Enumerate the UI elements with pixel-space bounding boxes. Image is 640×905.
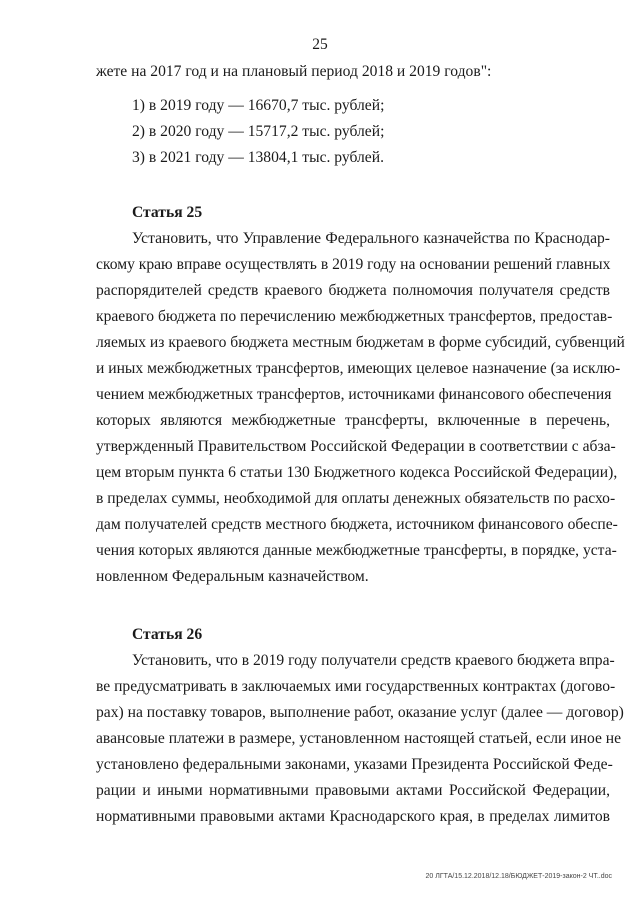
article-25-line: распорядителей средств краевого бюджета полномочия получателя средств (96, 282, 610, 299)
article-26-line: установлено федеральными законами, указами Президента Российской Феде- (96, 756, 613, 773)
article-25-line: ляемых из краевого бюджета местным бюджетам в форме субсидий, субвенций (96, 334, 625, 351)
article-26-line: рах) на поставку товаров, выполнение работ, оказание услуг (далее — договор) (96, 704, 624, 721)
intro-tail-line: жете на 2017 год и на плановый период 2018 и 2019 годов": (96, 63, 492, 80)
list-item: 2) в 2020 году — 15717,2 тыс. рублей; (132, 123, 385, 140)
article-26-line: ве предусматривать в заключаемых ими государственных контрактах (догово- (96, 678, 616, 695)
article-26-line: Установить, что в 2019 году получатели средств краевого бюджета впра- (132, 652, 615, 669)
article-25-line: краевого бюджета по перечислению межбюджетных трансфертов, предостав- (96, 308, 613, 325)
article-25-line: чением межбюджетных трансфертов, источниками финансового обеспечения (96, 386, 612, 403)
article-25-line: дам получателей средств местного бюджета, источником финансового обеспе- (96, 516, 618, 533)
article-25-line: скому краю вправе осуществлять в 2019 году на основании решений главных (96, 256, 611, 273)
page-number: 25 (312, 36, 328, 53)
article-25-line: в пределах суммы, необходимой для оплаты денежных обязательств по расхо- (96, 490, 616, 507)
article-25-heading: Статья 25 (132, 204, 203, 221)
article-25-line: которых являются межбюджетные трансферты, включенные в перечень, (96, 412, 610, 429)
article-26-line: нормативными правовыми актами Краснодарского края, в пределах лимитов (96, 808, 610, 825)
article-25-line: цем вторым пункта 6 статьи 130 Бюджетного кодекса Российской Федерации), (96, 464, 618, 481)
article-25-line: утвержденный Правительством Российской Федерации в соответствии с абза- (96, 438, 616, 455)
article-26-heading: Статья 26 (132, 626, 203, 643)
article-25-line: и иных межбюджетных трансфертов, имеющих целевое назначение (за исклю- (96, 360, 621, 377)
footer-file-path: 20 ЛГТА/15.12.2018/12.18/БЮДЖЕТ-2019-закон-2 ЧТ..doc (425, 873, 612, 880)
list-item: 1) в 2019 году — 16670,7 тыс. рублей; (132, 97, 385, 114)
article-26-line: рации и иными нормативными правовыми актами Российской Федерации, (96, 782, 610, 799)
article-25-line: чения которых являются данные межбюджетные трансферты, в порядке, уста- (96, 542, 617, 559)
article-25-line: Установить, что Управление Федерального казначейства по Краснодар- (132, 230, 610, 247)
list-item: 3) в 2021 году — 13804,1 тыс. рублей. (132, 149, 384, 166)
article-26-line: авансовые платежи в размере, установленном настоящей статьей, если иное не (96, 730, 622, 747)
article-25-line: новленном Федеральным казначейством. (96, 568, 369, 585)
